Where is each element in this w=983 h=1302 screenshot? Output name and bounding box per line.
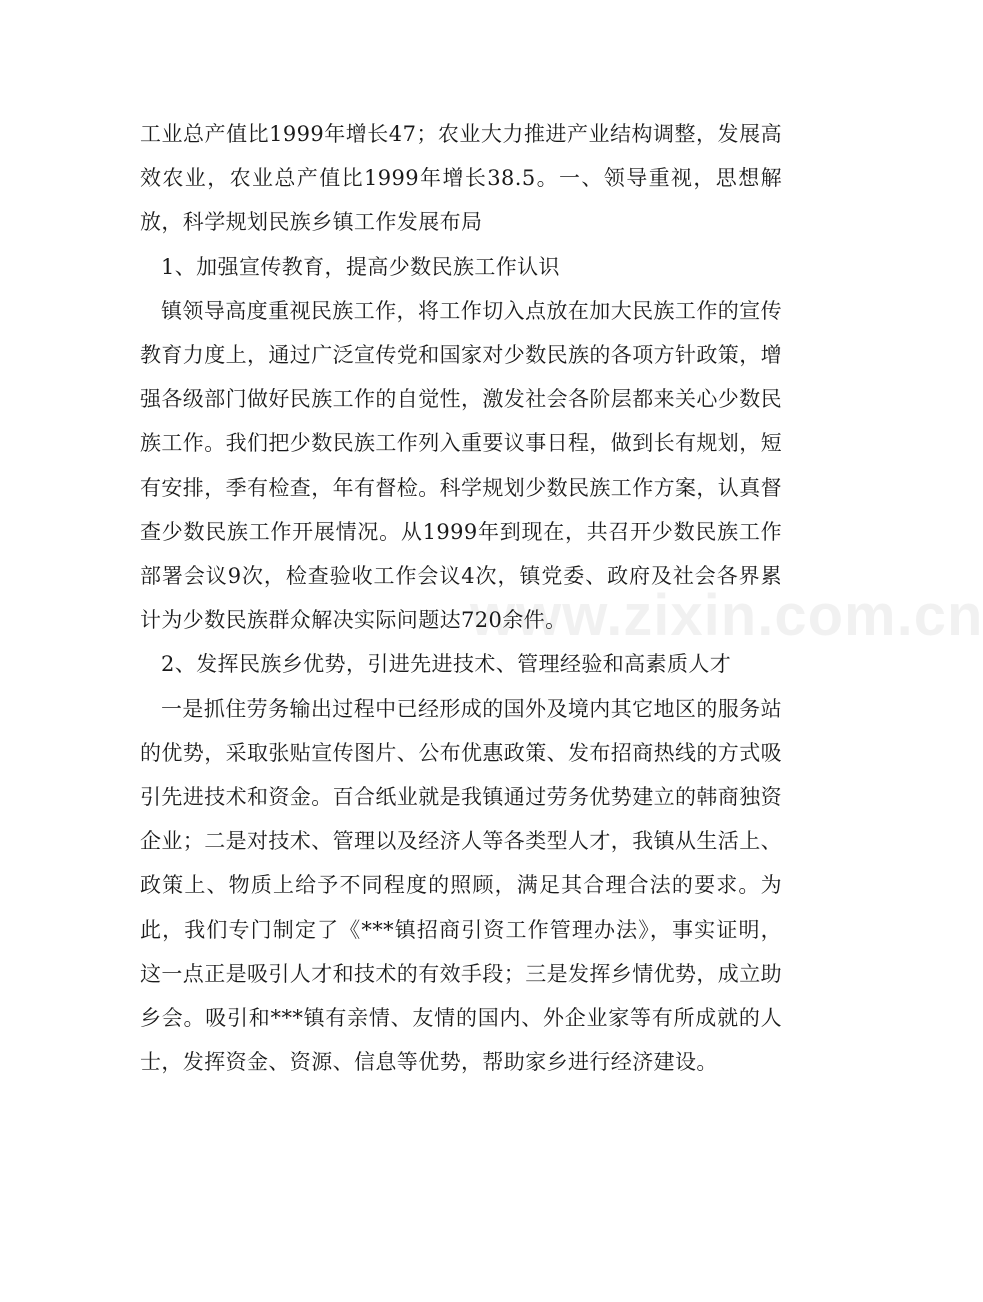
paragraph-talent: 一是抓住劳务输出过程中已经形成的国外及境内其它地区的服务站的优势，采取张贴宣传图片、公布优惠政策、发布招商热线的方式吸引先进技术和资金。百合纸业就是我镇通过劳务优势建立的韩商独资企业；二是对技术、管理以及经济人等各类型人才，我镇从生活上、政策上、物质上给予不同程度的照顾，满足其合理合法的要求。为此，我们专门制定了《***镇招商引资工作管理办法》，事实证明，这一点正是吸引人才和技术的有效手段；三是发挥乡情优势，成立助乡会。吸引和***镇有亲情、友情的国内、外企业家等有所成就的人士，发挥资金、资源、信息等优势，帮助家乡进行经济建设。: [140, 696, 782, 1075]
paragraph-intro: 工业总产值比1999年增长47；农业大力推进产业结构调整，发展高效农业，农业总产值比1999年增长38.5。一、领导重视，思想解放，科学规划民族乡镇工作发展布局: [140, 122, 782, 235]
section-heading-1: 1、加强宣传教育，提高少数民族工作认识: [161, 254, 560, 279]
watermark: www.zixin.com.cn: [470, 583, 983, 648]
document-body: [140, 112, 782, 1084]
paragraph-propaganda: 镇领导高度重视民族工作，将工作切入点放在加大民族工作的宣传教育力度上，通过广泛宣传党和国家对少数民族的各项方针政策，增强各级部门做好民族工作的自觉性，激发社会各阶层都来关心少数民族工作。我们把少数民族工作列入重要议事日程，做到长有规划，短有安排，季有检查，年有督检。科学规划少数民族工作方案，认真督查少数民族工作开展情况。从1999年到现在，共召开少数民族工作部署会议9次，检查验收工作会议4次，镇党委、政府及社会各界累计为少数民族群众解决实际问题达720余件。: [140, 298, 782, 633]
section-heading-2: 2、发挥民族乡优势，引进先进技术、管理经验和高素质人才: [161, 652, 732, 677]
